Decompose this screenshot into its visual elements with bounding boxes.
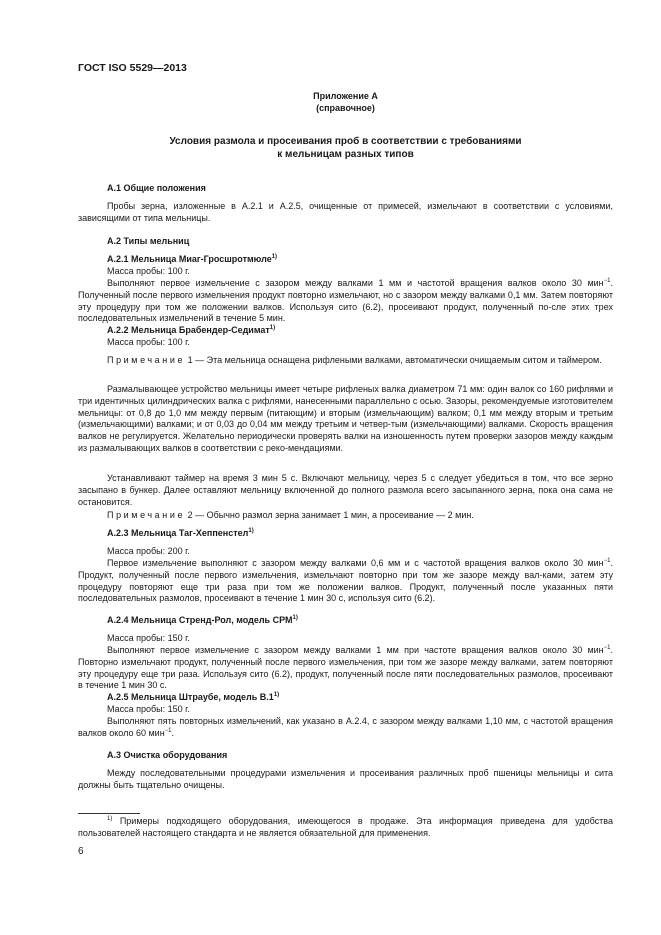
section-a21-text-part1: Выполняют первое измельчение с зазором между валками 1 мм и частотой вращения валков около 30 мин xyxy=(107,278,604,288)
note-1 xyxy=(78,355,613,367)
section-a23-text-part2: . Продукт, полученный после первого измельчения, измельчают повторно при том же зазоре между вал-ками, затем эту процедуру повторяют еще три раза при том же положении валков. Продукт, полученный после указанных пяти последовательных размолов, просеивают в течение 1 мин 30 с, используя сито (6.2). xyxy=(78,558,613,604)
note-2 xyxy=(78,510,613,522)
section-a24-text-part2: . Повторно измельчают продукт, полученный после первого измельчения, при том же зазоре между валками, затем повторяют эту процедуру еще три раза. Используя сито (6.2), продукт, полученный после пяти последовательных размолов, просеивают в течение 1 мин 30 с. xyxy=(78,645,613,691)
section-a23-text xyxy=(78,558,613,605)
footnote-mark: 1) xyxy=(107,816,113,822)
section-a25-mass: Масса пробы: 150 г. xyxy=(107,704,190,714)
note-2-label: Примечание xyxy=(107,510,186,520)
section-a22-mass: Масса пробы: 100 г. xyxy=(107,337,190,347)
section-a24-mass: Масса пробы: 150 г. xyxy=(107,633,190,643)
unit-superscript: −1 xyxy=(603,645,611,651)
footnote-ref: 1) xyxy=(273,692,280,698)
footnote-ref: 1) xyxy=(269,325,276,331)
heading-line-1: Условия размола и просеивания проб в соответствии с требованиями xyxy=(169,136,522,147)
section-a23-title-text: А.2.3 Мельница Таг-Хеппенстел xyxy=(107,528,249,538)
section-a25-text xyxy=(78,716,613,740)
section-a22-para-1: Размалывающее устройство мельницы имеет четыре рифленых валка диаметром 71 мм: один валок со 160 рифлями и три идентичных цилиндрических валка с рифлями, нанесенными параллельно с осью. Зазоры, рекомендуемые изготовителем мельницы: от 0,8 до 1,0 мм между первым (питающим) и вторым (измельчающим) валком; 0,1 мм между вторым и третьим (измельчающими) валками; и от 0,03 до 0,04 мм между третьим и четвер-тым (измельчающими) валками. Скорость вращения валков не регулируется. Желательно периодически проверять валки на изношенность путем проверки зазоров между каждым из размалывающих валков в соответствии с реко-мендациями. xyxy=(78,384,613,453)
footnote-text: Примеры подходящего оборудования, имеющегося в продаже. Эта информация приведена для удобства пользователей настоящего стандарта и не является обязательной для применения. xyxy=(78,816,613,838)
section-a3-title: А.3 Очистка оборудования xyxy=(107,750,228,760)
section-a23-title xyxy=(78,528,613,540)
section-a21-text xyxy=(78,278,613,325)
unit-superscript: −1 xyxy=(603,558,611,564)
document-header: ГОСТ ISO 5529—2013 xyxy=(78,62,187,74)
note-2-text: 2 — Обычно размол зерна занимает 1 мин, а просеивание — 2 мин. xyxy=(185,510,474,520)
heading-line-2: к мельницам разных типов xyxy=(277,149,414,160)
annex-title: Приложение А xyxy=(313,91,378,101)
unit-superscript: −1 xyxy=(164,727,172,734)
footnote-ref: 1) xyxy=(271,254,278,260)
section-a24-text xyxy=(78,645,613,692)
section-a21-title-text: А.2.1 Мельница Миаг-Гросшротмюле xyxy=(107,254,272,264)
section-a22-title-text: А.2.2 Мельница Брабендер-Седимат xyxy=(107,325,270,335)
section-a23-mass: Масса пробы: 200 г. xyxy=(107,546,190,556)
section-a25-text-part1: Выполняют пять повторных измельчений, как указано в А.2.4, с зазором между валками 1,10 мм, с частотой вращения валков около 60 мин xyxy=(78,716,613,738)
note-1-text: 1 — Эта мельница оснащена рифлеными валками, автоматически очищаемым ситом и таймером. xyxy=(185,355,602,365)
section-a21-title xyxy=(78,254,613,266)
footnote-ref: 1) xyxy=(292,615,298,621)
section-a23-text-part1: Первое измельчение выполняют с зазором между валками 0,6 мм и с частотой вращения валков около 30 мин xyxy=(107,558,604,568)
note-1-label: Примечание xyxy=(107,355,186,365)
section-a25-text-part2: . xyxy=(171,727,175,738)
section-a25-title xyxy=(78,692,613,704)
section-a21-text-part2: . Полученный после первого измельчения продукт повторно измельчают, но с зазором между валками 0,1 мм. Затем повторяют эту процедуру при том же положении валков. Используя сито (6.2), просеивают продукт, полученный по-сле этих трех последовательных измельчений в течение 5 мин. xyxy=(78,278,613,324)
footnote-ref: 1) xyxy=(248,528,254,534)
section-a24-title-text: А.2.4 Мельница Стренд-Рол, модель СРМ xyxy=(107,615,293,625)
section-a3-text: Между последовательными процедурами измельчения и просеивания различных проб пшеницы мельницы и сита должны быть тщательно очищены. xyxy=(78,768,613,790)
section-a25-title-text: А.2.5 Мельница Штраубе, модель В.1 xyxy=(107,692,274,702)
section-a2-title: А.2 Типы мельниц xyxy=(107,236,190,246)
footnote-divider xyxy=(78,813,140,814)
section-a24-text-part1: Выполняют первое измельчение с зазором между валками 1 мм при частоте вращения валков около 30 мин xyxy=(107,645,604,655)
section-a1-text: Пробы зерна, изложенные в А.2.1 и А.2.5, очищенные от примесей, измельчают в соответствии с условиями, зависящими от типа мельницы. xyxy=(78,201,613,223)
section-a21-mass: Масса пробы: 100 г. xyxy=(107,266,190,276)
section-a24-title xyxy=(78,615,613,627)
page-number: 6 xyxy=(78,846,84,857)
unit-superscript: −1 xyxy=(603,278,611,284)
section-a22-para-2: Устанавливают таймер на время 3 мин 5 с. Включают мельницу, через 5 с следует убедиться в том, что все зерно засыпано в бункер. Далее оставляют мельницу включенной до полного размола всего засыпанного зерна, пока она сама не остановится. xyxy=(78,473,613,507)
footnote xyxy=(78,816,613,840)
annex-subtitle: (справочное) xyxy=(316,103,375,113)
section-a22-title xyxy=(78,325,613,337)
section-a1-title: А.1 Общие положения xyxy=(107,183,206,193)
